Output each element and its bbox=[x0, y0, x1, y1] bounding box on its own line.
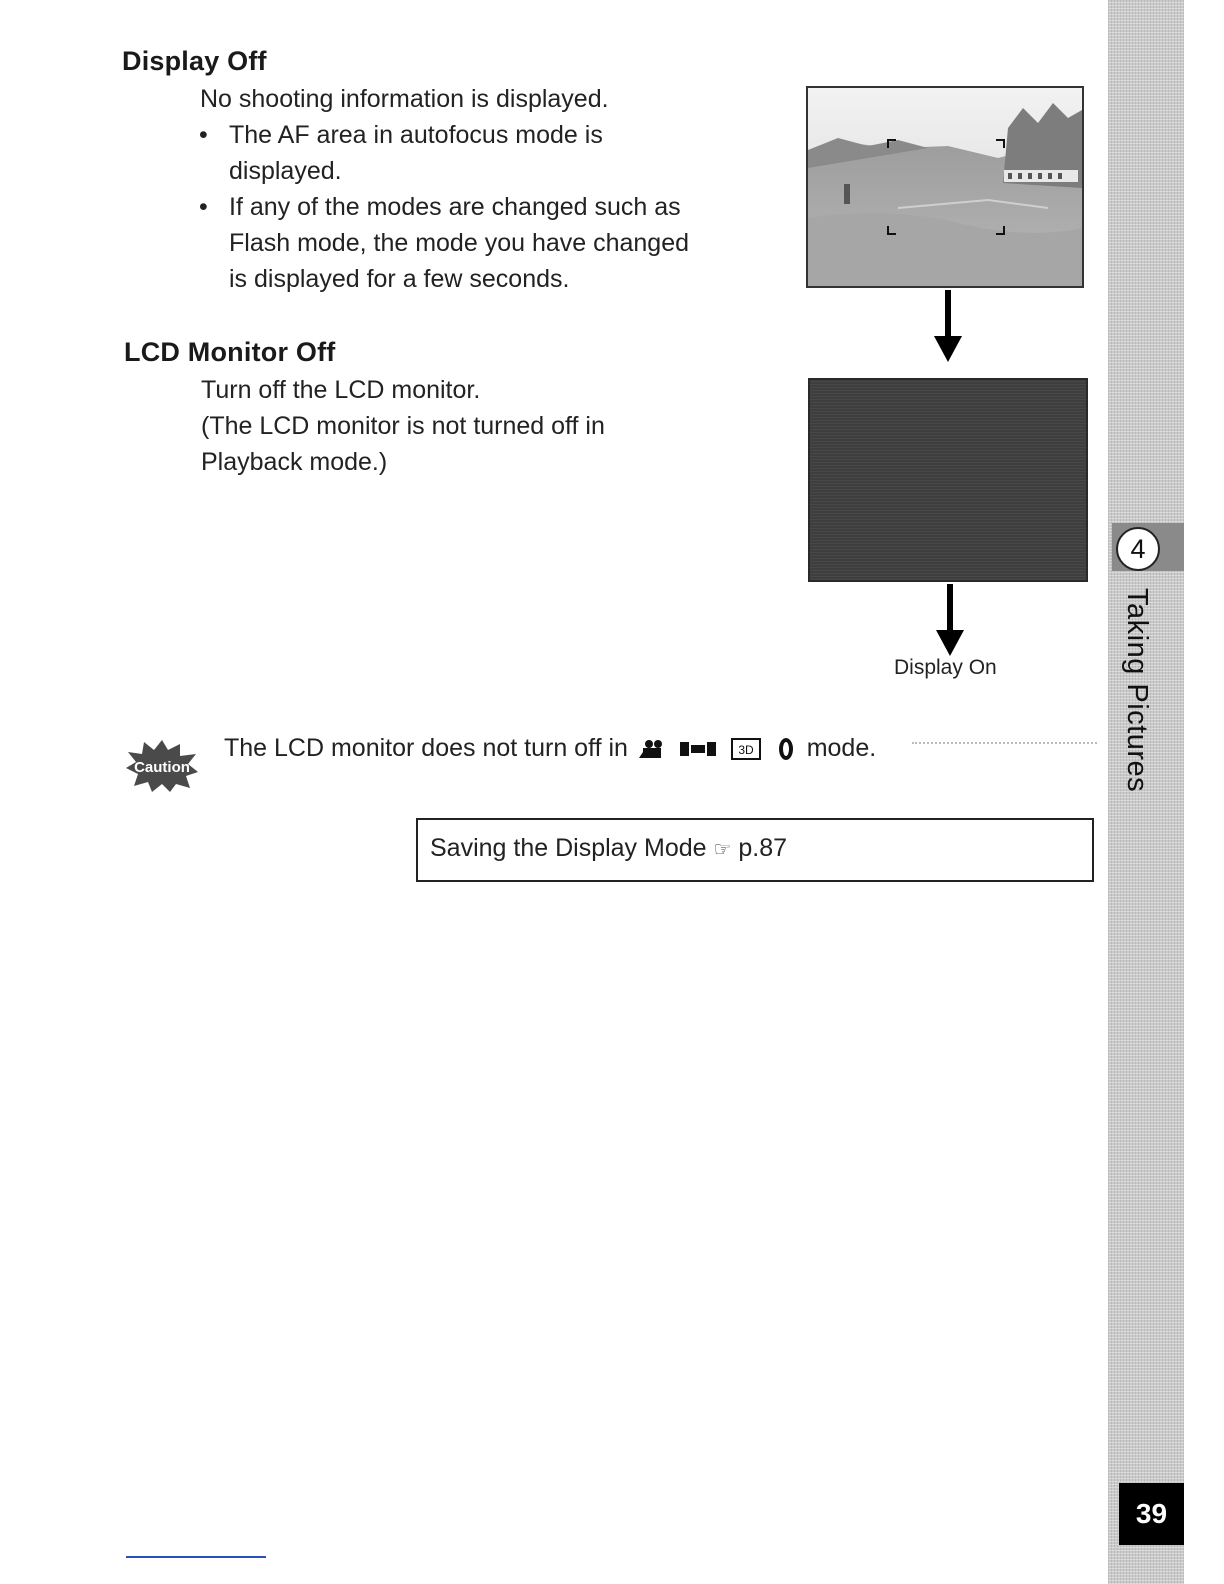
bullet-line: If any of the modes are changed such as bbox=[229, 193, 681, 221]
caution-icon bbox=[126, 740, 198, 792]
lcd-off-screen-image bbox=[808, 378, 1088, 582]
caution-text bbox=[224, 734, 876, 763]
lcd-off-line: Turn off the LCD monitor. bbox=[201, 376, 481, 404]
list-item bbox=[199, 117, 603, 189]
bullet-line: The AF area in autofocus mode is bbox=[229, 121, 603, 149]
reference-text bbox=[430, 834, 787, 863]
chapter-number: 4 bbox=[1116, 527, 1160, 571]
section-title-lcd-monitor-off: LCD Monitor Off bbox=[124, 337, 336, 367]
lcd-off-description bbox=[201, 372, 605, 480]
panorama-icon bbox=[680, 739, 716, 759]
caution-badge-label: Caution bbox=[134, 759, 190, 776]
bullet-line: Flash mode, the mode you have changed bbox=[229, 229, 690, 257]
page-number: 39 bbox=[1119, 1483, 1184, 1545]
dark-screen bbox=[810, 380, 1086, 580]
lcd-off-line: Playback mode.) bbox=[201, 448, 388, 476]
section-title-display-off: Display Off bbox=[122, 46, 267, 76]
bullet-icon: • bbox=[199, 193, 208, 221]
caution-text-before: The LCD monitor does not turn off in bbox=[224, 734, 628, 762]
3d-icon bbox=[731, 738, 761, 760]
movie-icon bbox=[639, 738, 665, 760]
pointer-icon: ☞ bbox=[713, 839, 732, 861]
down-arrow-icon bbox=[932, 290, 964, 362]
digital-filter-icon bbox=[776, 737, 796, 761]
reference-title: Saving the Display Mode bbox=[430, 834, 707, 862]
dotted-divider bbox=[912, 742, 1097, 744]
chapter-title: Taking Pictures bbox=[1121, 588, 1153, 793]
down-arrow-icon bbox=[934, 584, 966, 656]
caution-text-after: mode. bbox=[806, 734, 877, 762]
list-item bbox=[199, 189, 690, 297]
reference-box bbox=[416, 818, 1094, 882]
3d-icon-label: 3D bbox=[738, 743, 754, 758]
reference-page-link[interactable]: p.87 bbox=[738, 834, 788, 862]
lcd-off-line: (The LCD monitor is not turned off in bbox=[201, 412, 605, 440]
footer-rule bbox=[126, 1556, 266, 1558]
bullet-icon: • bbox=[199, 121, 208, 149]
display-off-screen-image bbox=[806, 86, 1084, 288]
bullet-line: is displayed for a few seconds. bbox=[229, 265, 570, 293]
display-off-intro: No shooting information is displayed. bbox=[200, 85, 609, 113]
bullet-line: displayed. bbox=[229, 157, 342, 185]
display-on-caption: Display On bbox=[894, 656, 997, 679]
landscape-scene-image bbox=[808, 88, 1082, 286]
